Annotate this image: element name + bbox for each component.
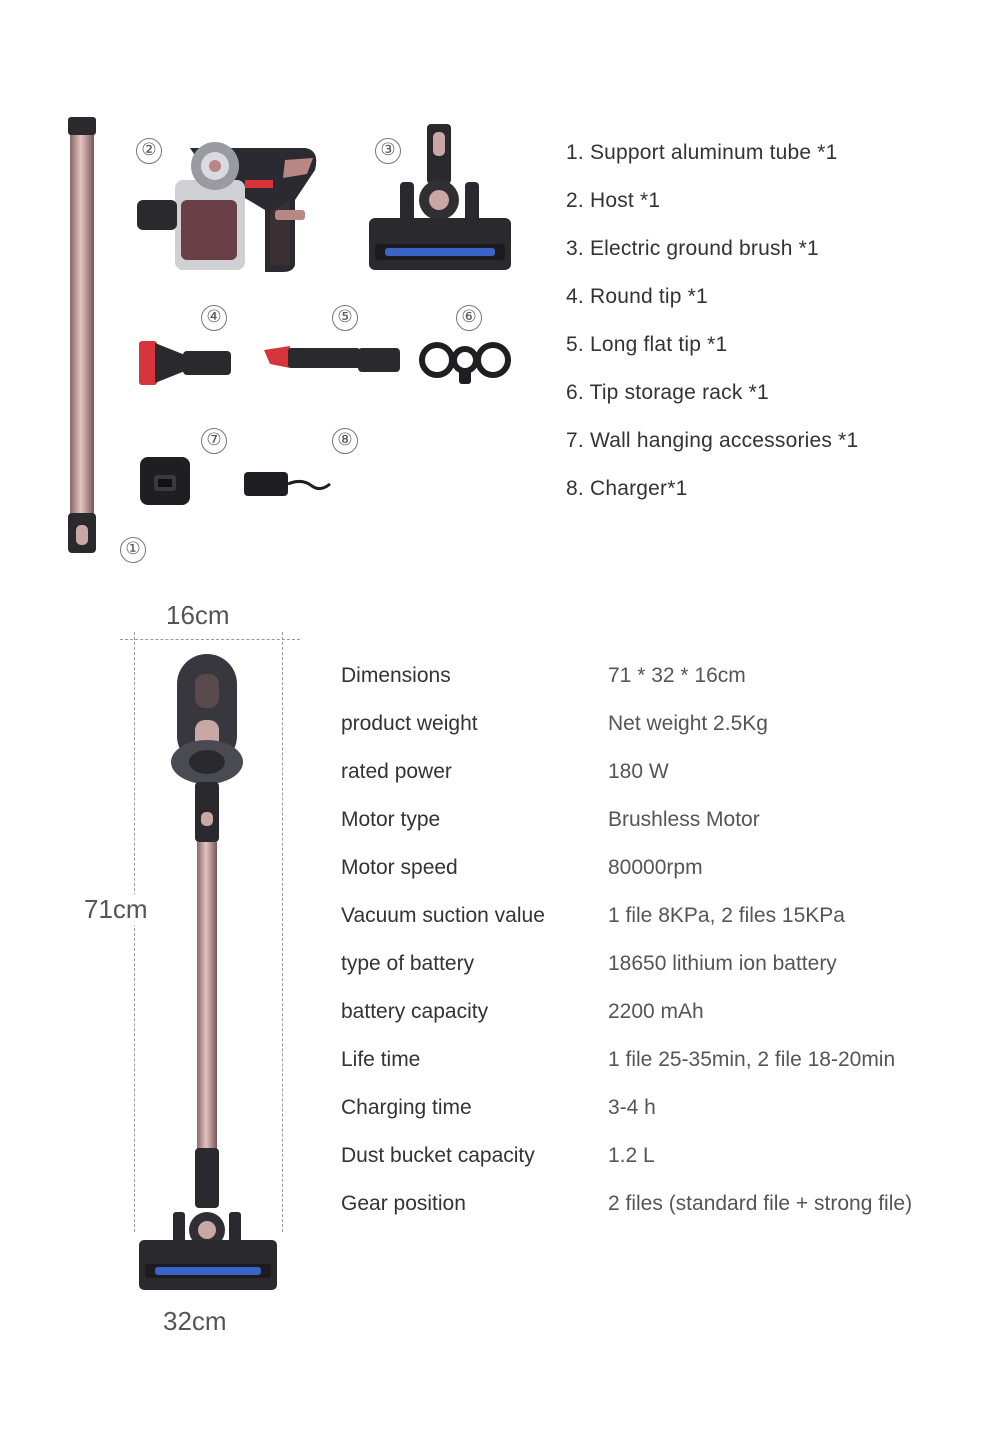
spec-value: 18650 lithium ion battery (608, 952, 837, 975)
spec-value: 1 file 25-35min, 2 file 18-20min (608, 1048, 896, 1071)
spec-value: Brushless Motor (608, 808, 760, 831)
spec-value: 180 W (608, 760, 669, 783)
parts-list-item: 3. Electric ground brush *1 (566, 237, 819, 260)
spec-value: 1.2 L (608, 1144, 655, 1167)
table-row (341, 709, 912, 757)
width-guide-line (120, 639, 300, 640)
table-row (341, 757, 912, 805)
table-row (341, 1141, 912, 1189)
spec-value: 1 file 8KPa, 2 files 15KPa (608, 904, 845, 927)
table-row (341, 949, 912, 997)
charger-image (242, 468, 334, 500)
part-number-1: ① (120, 537, 146, 563)
spec-label: Vacuum suction value (341, 904, 545, 927)
round-tip-image (135, 335, 235, 390)
spec-label: Dust bucket capacity (341, 1144, 535, 1167)
parts-list-item: 7. Wall hanging accessories *1 (566, 429, 859, 452)
parts-list-item: 4. Round tip *1 (566, 285, 708, 308)
vacuum-full-image (135, 650, 310, 1295)
spec-label: Motor type (341, 808, 441, 831)
spec-label: battery capacity (341, 1000, 489, 1023)
spec-table (341, 661, 912, 1237)
table-row (341, 997, 912, 1045)
spec-label: rated power (341, 760, 452, 783)
table-row (341, 805, 912, 853)
host-image (135, 140, 335, 280)
wall-mount-image (138, 455, 193, 510)
parts-list (566, 138, 858, 522)
spec-label: product weight (341, 712, 478, 735)
long-flat-tip-image (260, 338, 405, 383)
tip-storage-rack-image (417, 338, 513, 388)
spec-value: 2 files (standard file + strong file) (608, 1192, 913, 1215)
width-label: 16cm (166, 600, 230, 630)
table-row (341, 1189, 912, 1237)
parts-list-item: 6. Tip storage rack *1 (566, 381, 769, 404)
part-number-3: ③ (375, 138, 401, 164)
spec-value: Net weight 2.5Kg (608, 712, 768, 735)
table-row (341, 661, 912, 709)
parts-list-item: 5. Long flat tip *1 (566, 333, 728, 356)
parts-list-item: 8. Charger*1 (566, 477, 688, 500)
spec-label: Motor speed (341, 856, 458, 879)
parts-list-item: 1. Support aluminum tube *1 (566, 141, 838, 164)
spec-value: 2200 mAh (608, 1000, 704, 1023)
height-label: 71cm (84, 894, 148, 924)
spec-label: Charging time (341, 1096, 472, 1119)
spec-value: 71 * 32 * 16cm (608, 664, 746, 687)
spec-label: Dimensions (341, 664, 451, 687)
spec-label: type of battery (341, 952, 475, 975)
spec-label: Life time (341, 1048, 421, 1071)
spec-label: Gear position (341, 1192, 466, 1215)
part-number-2: ② (136, 138, 162, 164)
parts-list-item: 2. Host *1 (566, 189, 661, 212)
aluminum-tube-image (60, 115, 105, 565)
table-row (341, 901, 912, 949)
part-number-8: ⑧ (332, 428, 358, 454)
part-number-5: ⑤ (332, 305, 358, 331)
spec-value: 3-4 h (608, 1096, 656, 1119)
depth-label: 32cm (163, 1306, 227, 1336)
part-number-4: ④ (201, 305, 227, 331)
part-number-7: ⑦ (201, 428, 227, 454)
part-number-6: ⑥ (456, 305, 482, 331)
table-row (341, 1093, 912, 1141)
spec-value: 80000rpm (608, 856, 703, 879)
table-row (341, 853, 912, 901)
table-row (341, 1045, 912, 1093)
